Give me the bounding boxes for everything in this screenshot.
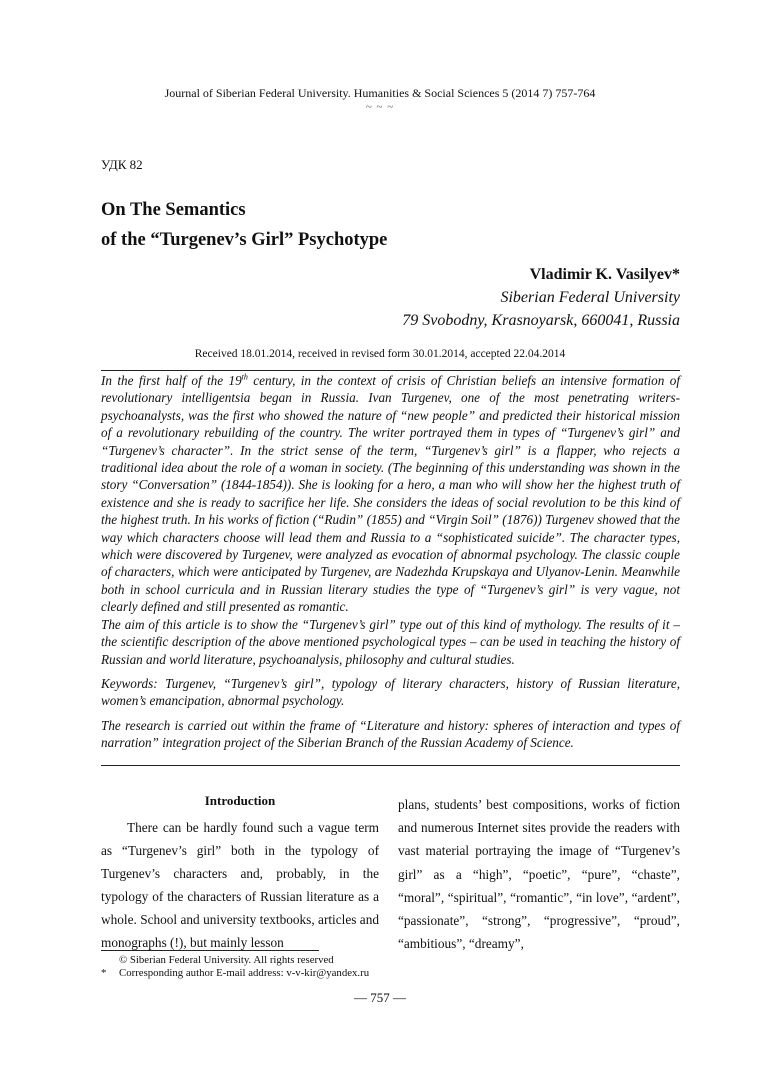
header-ornament: ~ ~ ~ [365,101,395,113]
journal-header: Journal of Siberian Federal University. Humanities & Social Sciences 5 (2014 7) 757-764 [164,86,596,100]
introduction-text-right: plans, students’ best compositions, works of fiction and numerous Internet sites provide the readers with vast material portraying the image of “Turgenev’s girl” as a “high”, “poetic”, “pure”, “chaste”, “moral”, “spiritual”, “romantic”, “in love”, “ardent”, “passionate”, “strong”, “progressive”, “proud”, “ambitious”, “dreamy”, [398,797,680,952]
abstract-p1-superscript: th [241,372,248,382]
abstract-bottom-rule [101,765,680,766]
page-number: — 757 — [354,990,406,1005]
author-name: Vladimir K. Vasilyev* [529,266,680,283]
author-block [402,263,680,332]
abstract [101,372,680,752]
research-note: The research is carried out within the frame of “Literature and history: spheres of interaction and types of narration” integration project of the Siberian Branch of the Russian Academy of Science. [101,717,680,751]
abstract-paragraph-1 [101,372,680,616]
footnote-copyright [101,953,334,967]
author-affiliation: Siberian Federal University [500,289,680,306]
copyright-text: © Siberian Federal University. All rights reserved [119,954,334,966]
article-title [101,195,387,255]
title-line-2: of the “Turgenev’s Girl” Psychotype [101,230,388,250]
abstract-p1-start: In the first half of the 19 [101,373,242,388]
abstract-top-rule [101,370,680,371]
introduction-heading: Introduction [204,793,276,808]
title-line-1: On The Semantics [101,200,246,220]
left-column [101,789,379,954]
corresponding-email: Corresponding author E-mail address: v-v-kir@yandex.ru [119,967,370,979]
introduction-text-left: There can be hardly found such a vague term as “Turgenev’s girl” both in the typology of Turgenev’s characters and, probably, in the typology of the characters of Russian literature as a whole. School and university textbooks, articles and monographs (!), but mainly lesson [101,820,379,950]
footnote-rule [101,950,319,951]
author-address: 79 Svobodny, Krasnoyarsk, 660041, Russia [402,312,680,329]
abstract-p1-rest: century, in the context of crisis of Christian beliefs an intensive formation of revolutionary intelligentsia began in Russia. Ivan Turgenev, one of the most penetrating writers-psychoanalysts, was the first who showed the nature of “new people” and predicted their historical mission of a revolutionary rebuilding of the country. The writer portrayed them in types of “Turgenev’s girl” and “Turgenev’s character”. In the strict sense of the term, “Turgenev’s girl” is a flapper, who rejects a traditional idea about the role of a woman in society. (The beginning of this understanding was shown in the story “Conversation” (1844-1854)). She is looking for a hero, a man who will show her the highest truth of existence and she is ready to sacrifice her life. She considers the ideas of social revolution to be this kind of the highest truth. In his works of fiction (“Rudin” (1855) and “Virgin Soil” (1876)) Turgenev showed that the way which characters choose will lead them and Russia to a “sophisticated suicide”. The character types, which were discovered by Turgenev, were analyzed as evocation of abnormal psychology. The classic couple of characters, which were anticipated by Turgenev, are Nadezhda Krupskaya and Ulyanov-Lenin. Meanwhile both in school curricula and in Russian literary studies the type of “Turgenev’s girl” is very vague, not clearly defined and still presented as romantic. [101,373,680,615]
right-column [398,793,680,955]
footnote-star: * [101,967,107,979]
keywords: Keywords: Turgenev, “Turgenev’s girl”, typology of literary characters, history of Russian literature, women’s emancipation, abnormal psychology. [101,675,680,709]
abstract-paragraph-2: The aim of this article is to show the “Turgenev’s girl” type out of this kind of mythology. The results of it – the scientific description of the above mentioned psychological types – can be used in teaching the history of Russian and world literature, psychoanalysis, philosophy and cultural studies. [101,616,680,667]
received-dates: Received 18.01.2014, received in revised form 30.01.2014, accepted 22.04.2014 [194,348,566,360]
footnote-corresponding [101,966,369,980]
udk-code: УДК 82 [101,157,143,172]
